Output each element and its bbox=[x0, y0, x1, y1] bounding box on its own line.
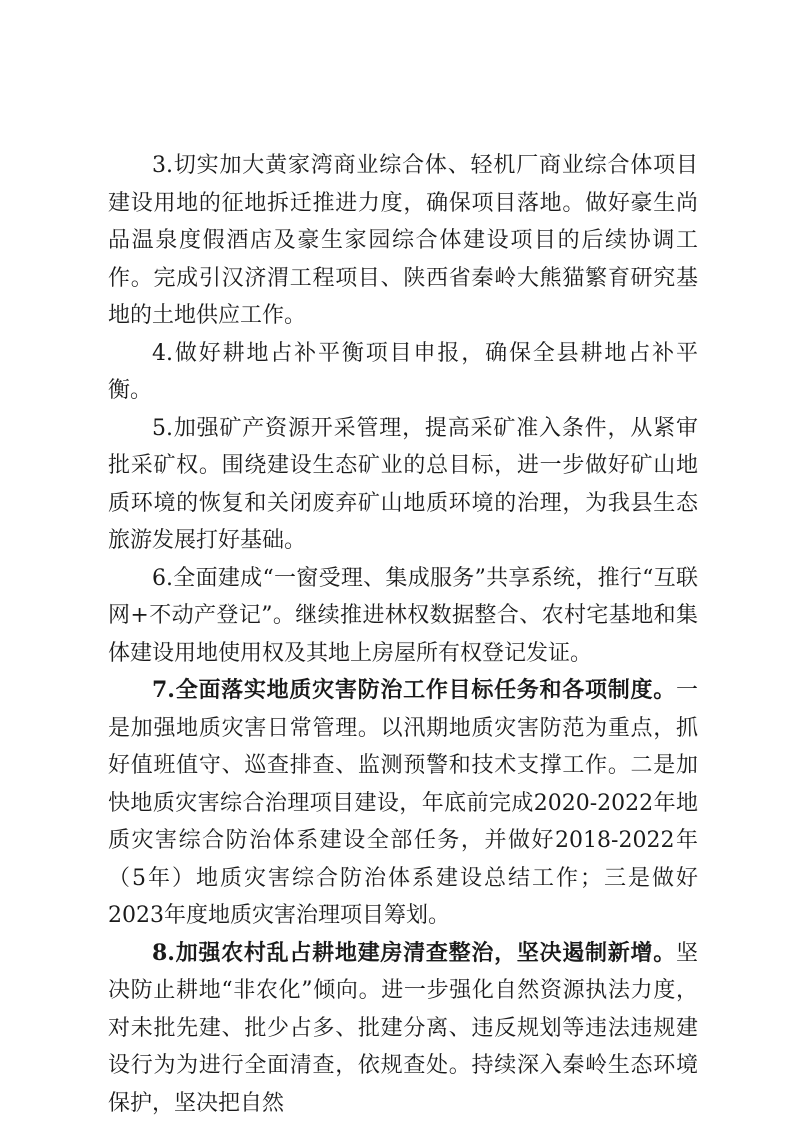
paragraph-item-3 bbox=[108, 147, 698, 335]
paragraph-text: 3.切实加大黄家湾商业综合体、轻机厂商业综合体项目建设用地的征地拆迁推进力度，确保项目落地。做好豪生尚品温泉度假酒店及豪生家园综合体建设项目的后续协调工作。完成引汉济渭工程项目、陕西省秦岭大熊猫繁育研究基地的土地供应工作。 bbox=[108, 153, 698, 328]
paragraph-item-4 bbox=[108, 335, 698, 410]
paragraph-text: 坚决防止耕地“非农化”倾向。进一步强化自然资源执法力度，对未批先建、批少占多、批建分离、违反规划等违法违规建设行为为进行全面清查，依规查处。持续深入秦岭生态环境保护，坚决把自然 bbox=[108, 940, 698, 1116]
paragraph-text: 6.全面建成“一窗受理、集成服务”共享系统，推行“互联网+不动产登记”。继续推进林权数据整合、农村宅基地和集体建设用地使用权及其地上房屋所有权登记发证。 bbox=[108, 565, 698, 666]
paragraph-lead: 7.全面落实地质灾害防治工作目标任务和各项制度。 bbox=[152, 677, 676, 703]
paragraph-item-7 bbox=[108, 672, 698, 935]
paragraph-item-6 bbox=[108, 560, 698, 673]
paragraph-text: 5.加强矿产资源开采管理，提高采矿准入条件，从紧审批采矿权。围绕建设生态矿业的总目标，进一步做好矿山地质环境的恢复和关闭废弃矿山地质环境的治理，为我县生态旅游发展打好基础。 bbox=[108, 415, 698, 553]
paragraph-lead: 8.加强农村乱占耕地建房清查整治，坚决遏制新增。 bbox=[152, 939, 676, 966]
document-body bbox=[108, 147, 698, 1122]
paragraph-item-5 bbox=[108, 410, 698, 560]
paragraph-text: 一是加强地质灾害日常管理。以汛期地质灾害防范为重点，抓好值班值守、巡查排查、监测预警和技术支撑工作。二是加快地质灾害综合治理项目建设，年底前完成2020-2022年地质灾害综合防治体系建设全部任务，并做好2018-2022年（5年）地质灾害综合防治体系建设总结工作；三是做好2023年度地质灾害治理项目筹划。 bbox=[108, 678, 698, 928]
paragraph-item-8 bbox=[108, 935, 698, 1122]
paragraph-text: 4.做好耕地占补平衡项目申报，确保全县耕地占补平衡。 bbox=[108, 340, 698, 403]
